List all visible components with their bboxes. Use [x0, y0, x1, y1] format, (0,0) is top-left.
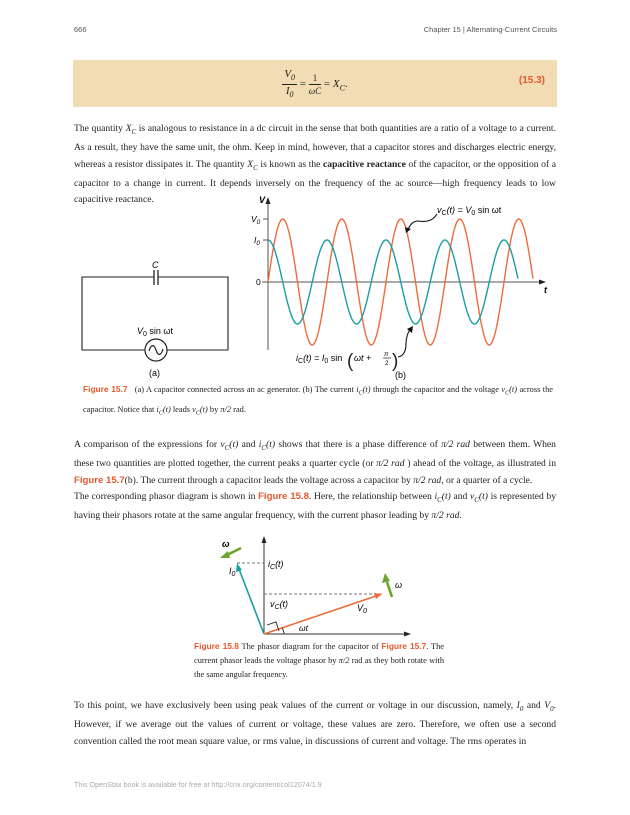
ic-label: [268, 559, 284, 571]
sub: C: [298, 358, 304, 365]
circuit-wire-right: [158, 277, 228, 350]
rotation-arrow-left-shaft: [227, 548, 241, 555]
text: between them. When these two quantities are plotted together, the current peaks a quarter cycle (or: [74, 439, 556, 470]
figure-15-7-link[interactable]: Figure 15.7: [381, 641, 427, 651]
text: To this point, we have exclusively been using peak values of the current or voltage in our discussion, namely,: [74, 700, 517, 711]
source-label: [137, 326, 173, 338]
eq-x-sub: C: [339, 83, 345, 93]
tick-label-i0: [254, 235, 260, 247]
math: π/2 rad: [441, 439, 470, 450]
i: i: [268, 559, 270, 569]
eq-v: V: [284, 68, 292, 80]
sine-wave-icon: [149, 346, 163, 355]
i0-label: [229, 566, 236, 578]
figure-15-8-caption: [194, 639, 444, 682]
phasor-y-arrow-icon: [262, 536, 267, 543]
v: v: [437, 205, 442, 215]
tick-label-zero: 0: [256, 277, 261, 287]
phasor-x-arrow-icon: [404, 632, 411, 637]
text: of the capacitor, or the opposition of a capacitor to a change in current. It depends inversely on the frequency of the ac source—high frequency leads to low capacitive reactance.: [74, 158, 556, 205]
circuit-wire-left: [82, 277, 154, 350]
eq-period: .: [344, 78, 348, 91]
text: . However, if we average out the values of current or voltage, these values are zero. Therefore, we often use a second convention called the root mean square value, or rms value, in discussions of current and voltage. The rms operates in: [74, 700, 557, 747]
chapter-title: Chapter 15 | Alternating-Current Circuits: [423, 25, 557, 34]
sub: 0: [256, 240, 260, 247]
tick-label-v0: [251, 214, 261, 226]
math: (t): [266, 439, 276, 450]
rotation-arrow-right-shaft: [387, 582, 392, 597]
math: π/2 rad: [376, 458, 405, 470]
text: shows that there is a phase difference of: [275, 439, 442, 450]
text: rad.: [231, 404, 246, 414]
sub: C: [437, 495, 442, 504]
text: The quantity: [74, 123, 126, 134]
math: (t): [441, 490, 451, 502]
voltage-current-graph: [262, 197, 546, 350]
sub: C: [505, 390, 510, 397]
sin: sin: [328, 353, 343, 363]
capacitor-label: C: [152, 260, 159, 270]
math: i: [356, 385, 359, 394]
voltage-pointer-line: [408, 214, 437, 229]
text: leads: [170, 404, 193, 414]
sub: 0: [471, 210, 476, 217]
figure-15-7-caption: [83, 381, 553, 421]
figure-15-7-link[interactable]: Figure 15.7: [74, 474, 125, 486]
arg: (t): [279, 599, 289, 609]
omega-label-right: ω: [395, 580, 403, 590]
x-axis-arrow-icon: [539, 280, 546, 285]
text: rad as they both rotate with the same angular frequency.: [194, 656, 445, 679]
math: (t): [229, 439, 239, 450]
text: A comparison of the expressions for: [74, 439, 221, 450]
equation-number: (15.3): [518, 75, 545, 86]
omega-label-left: ω: [222, 539, 230, 549]
phasor-diagram: [220, 536, 411, 637]
y-axis-label: V: [259, 195, 266, 205]
figure-15-8-link[interactable]: Figure 15.8: [258, 490, 309, 502]
math: (t): [199, 404, 208, 414]
text: .: [459, 510, 462, 521]
sub: C: [261, 443, 267, 452]
paren-right: ): [392, 351, 399, 372]
current-equation-label: [296, 353, 342, 365]
math: v: [192, 404, 196, 414]
text: by: [207, 404, 221, 414]
rotation-arrow-right-icon: [382, 573, 390, 583]
sub: C: [158, 410, 163, 417]
text: is known as the: [257, 158, 324, 170]
math: i: [156, 404, 159, 414]
sub: C: [270, 564, 276, 571]
voltage-pointer-arrow-icon: [405, 227, 411, 233]
source-sin: sin ωt: [146, 326, 173, 336]
circuit-diagram: [82, 270, 228, 361]
vc-label: [270, 599, 288, 611]
v: V: [251, 214, 257, 224]
voltage-equation-label: [437, 205, 502, 217]
math-x: X: [247, 158, 254, 170]
figure-label: Figure 15.8: [194, 641, 239, 651]
voltage-phasor-arrowhead-icon: [374, 593, 382, 599]
eq-one: 1: [309, 72, 321, 85]
omega-t-plus: ωt +: [354, 353, 372, 363]
text: (a) A capacitor connected across an ac generator. (b) The current: [134, 385, 357, 394]
sub: 0: [324, 358, 329, 365]
sub: 0: [256, 219, 261, 226]
text: The phasor diagram for the capacitor of: [238, 642, 382, 651]
eq-x: X: [332, 78, 340, 91]
i: I: [229, 566, 232, 576]
math: π/2 rad: [413, 474, 442, 486]
eq-v-sub: 0: [291, 73, 296, 83]
angle-label: ωt: [299, 623, 308, 633]
math: v: [469, 490, 475, 502]
math-x: X: [125, 123, 132, 134]
math: I: [516, 700, 520, 711]
sub: C: [441, 210, 447, 217]
figure-label: Figure 15.7: [83, 384, 128, 394]
rotation-arrow-left-icon: [220, 551, 230, 558]
text: and: [238, 439, 259, 450]
math: i: [258, 439, 262, 450]
sub: 0: [550, 704, 554, 713]
math: v: [220, 439, 225, 450]
v0-label: [357, 603, 367, 615]
angle-arc: [282, 628, 284, 634]
math: V: [544, 700, 551, 711]
v: v: [270, 599, 275, 609]
sub: 0: [363, 608, 367, 615]
text: . The current phasor leads the voltage phasor by: [194, 642, 445, 665]
current-pointer-line: [398, 330, 410, 357]
text: through the capacitor and the voltage: [370, 385, 502, 394]
pi: π: [384, 351, 389, 358]
math-sub: C: [131, 127, 137, 136]
term-capacitive-reactance: capacitive reactance: [323, 158, 406, 170]
math-sub: C: [253, 163, 258, 172]
current-phasor-arrowhead-icon: [236, 563, 242, 572]
v: V: [357, 603, 364, 613]
arg: (t): [275, 559, 284, 569]
paragraph-phase-difference: [74, 437, 556, 524]
sub: C: [474, 495, 479, 504]
sub: C: [224, 443, 230, 452]
sub: 0: [519, 704, 524, 713]
text: ) ahead of the voltage, as illustrated in: [404, 458, 557, 470]
eq-omega-c: ωC: [308, 86, 322, 97]
eq-i: I: [285, 85, 290, 98]
y-axis-arrow-icon: [266, 197, 271, 204]
text: is analogous to resistance in a dc circuit in the sense that both quantities are a ratio of a voltage to a current. As a result, they have the same unit, the ohm. Keep in mind, however, that a capacitor stores and discharges electric energy, whereas a resistor dissipates it. The quantity: [74, 123, 556, 170]
math: (t): [162, 404, 171, 414]
math: (t): [509, 385, 518, 394]
text: . Here, the relationship between: [308, 490, 435, 502]
footer-note: This OpenStax book is available for free at http://cnx.org/content/col12074/1.9: [74, 780, 322, 789]
math: v: [501, 385, 506, 394]
rest: (t) = I: [303, 353, 325, 363]
panel-label-a: (a): [149, 368, 160, 378]
two: 2: [385, 360, 389, 367]
math: π/2: [220, 404, 232, 414]
sub: C: [195, 410, 200, 417]
source-v-sub: 0: [143, 331, 147, 338]
text: (b). The current through a capacitor leads the voltage across a capacitor by: [124, 474, 414, 486]
sub: 0: [231, 571, 236, 578]
source-v: V: [137, 326, 144, 336]
text: across the capacitor. Notice that: [83, 385, 554, 414]
paren-left: (: [347, 351, 354, 372]
eq-i-sub: 0: [289, 90, 294, 100]
paragraph-rms-intro: [74, 698, 556, 750]
i: i: [296, 353, 298, 363]
math: (t): [362, 385, 371, 394]
eq-equals-1: =: [297, 78, 309, 91]
text: and: [523, 700, 545, 711]
math: i: [434, 490, 438, 502]
text: and: [450, 490, 470, 502]
rest: (t) = V: [446, 205, 472, 215]
sub: C: [358, 390, 363, 397]
x-axis-label: t: [544, 285, 547, 295]
text: , or a quarter of a cycle.: [441, 474, 533, 486]
text: is represented by having their phasors rotate at the same angular frequency, with the current phasor leading by: [74, 490, 557, 521]
page-number: 666: [74, 25, 87, 34]
sub: C: [274, 604, 280, 611]
panel-label-b: (b): [395, 370, 406, 380]
math: (t): [478, 490, 488, 502]
i: I: [254, 235, 257, 245]
eq-equals-2: =: [321, 78, 333, 91]
sin: sin ωt: [475, 205, 502, 215]
current-phasor: [239, 569, 264, 634]
text: The corresponding phasor diagram is shown in: [74, 490, 259, 502]
math: π/2 rad: [431, 510, 460, 521]
math: π/2: [338, 656, 350, 665]
